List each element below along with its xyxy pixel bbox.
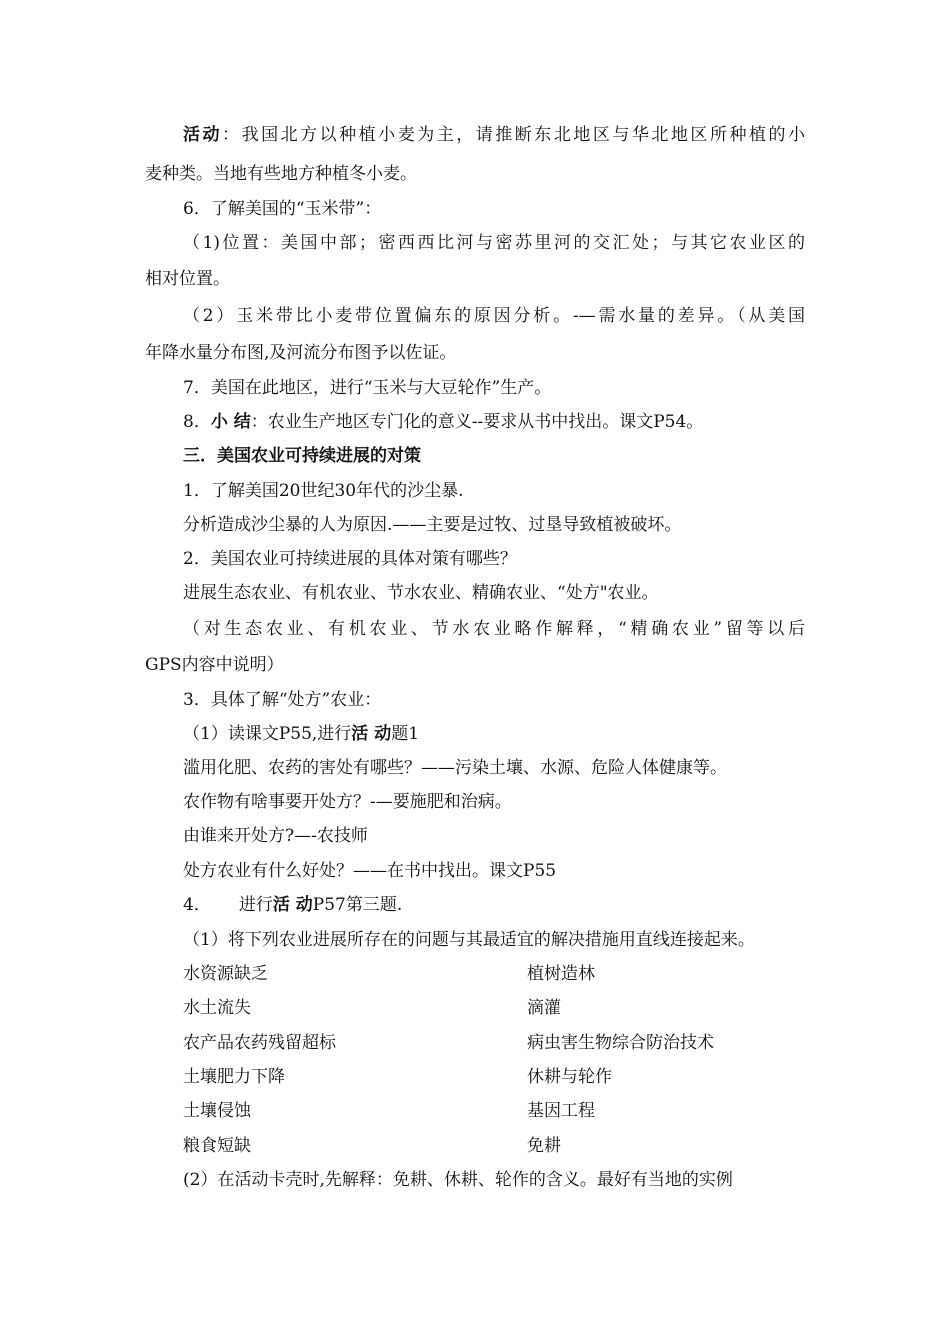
item-4 <box>183 894 402 916</box>
qa-benefit: 处方农业有什么好处？——在书中找出。课文P55 <box>183 861 557 881</box>
item-6-1-line-1: （1)位置：美国中部；密西西比河与密苏里河的交汇处；与其它农业区的 <box>183 233 805 253</box>
item-8-summary <box>183 411 703 433</box>
solution-item: 免耕 <box>527 1136 561 1156</box>
activity-text: ：我国北方以种植小麦为主，请推断东北地区与华北地区所种植的小 <box>222 125 806 145</box>
activity-label: 活动 <box>183 125 223 145</box>
read-text: （1）读课文P55,进行 <box>183 724 352 744</box>
activity-paragraph-line-2: 麦种类。当地有些地方种植冬小麦。 <box>145 164 417 184</box>
dust-storm-cause: 分析造成沙尘暴的人为原因.——主要是过牧、过垦导致植被破坏。 <box>183 515 682 535</box>
question-number: 题1 <box>391 724 420 744</box>
summary-text: ：农业生产地区专门化的意义--要求从书中找出。课文P54。 <box>250 412 704 432</box>
problem-item: 土壤肥力下降 <box>183 1067 285 1087</box>
item-4-activity-label: 活 动 <box>272 895 313 915</box>
qa-who: 由谁来开处方?—-农技师 <box>183 826 368 846</box>
agriculture-types: 进展生态农业、有机农业、节水农业、精确农业、“处方"农业。 <box>183 583 659 603</box>
item-3-1: 1．了解美国20世纪30年代的沙尘暴. <box>183 481 464 501</box>
matching-instruction: （1）将下列农业进展所存在的问题与其最适宜的解决措施用直线连接起来。 <box>183 930 755 950</box>
solution-item: 休耕与轮作 <box>527 1067 612 1087</box>
item-4-2: (2）在活动卡壳时,先解释：免耕、休耕、轮作的含义。最好有当地的实例 <box>183 1170 733 1190</box>
explanation-line-2: GPS内容中说明） <box>145 655 284 675</box>
solution-item: 病虫害生物综合防治技术 <box>527 1033 714 1053</box>
item-6-2-line-2: 年降水量分布图,及河流分布图予以佐证。 <box>145 343 457 363</box>
solution-item: 滴灌 <box>527 998 561 1018</box>
problem-item: 土壤侵蚀 <box>183 1101 251 1121</box>
item-4-number: 4． <box>183 895 211 915</box>
activity-paragraph-line-1 <box>183 124 805 146</box>
solution-item: 植树造林 <box>527 964 595 984</box>
explanation-line-1: （对生态农业、有机农业、节水农业略作解释，“精确农业”留等以后 <box>183 619 805 639</box>
solution-item: 基因工程 <box>527 1101 595 1121</box>
activity-bold-label: 活 动 <box>351 724 392 744</box>
item-4-pre: 进行 <box>238 895 273 915</box>
item-6-heading: 6．了解美国的“玉米带”： <box>183 199 382 219</box>
item-3-3-1 <box>183 723 419 745</box>
item-6-2-line-1: （2）玉米带比小麦带位置偏东的原因分析。-—需水量的差异。（从美国 <box>183 306 805 326</box>
problem-item: 水资源缺乏 <box>183 964 268 984</box>
problem-item: 农产品农药残留超标 <box>183 1033 336 1053</box>
problem-item: 粮食短缺 <box>183 1136 251 1156</box>
problem-item: 水土流失 <box>183 998 251 1018</box>
item-7: 7．美国在此地区，进行“玉米与大豆轮作”生产。 <box>183 378 552 398</box>
item-8-number: 8． <box>183 412 211 432</box>
qa-harm: 滥用化肥、农药的害处有哪些？——污染土壤、水源、危险人体健康等。 <box>183 758 727 778</box>
item-3-3: 3．具体了解“处方”农业： <box>183 690 382 710</box>
item-4-rest: P57第三题. <box>312 895 403 915</box>
item-6-1-line-2: 相对位置。 <box>145 269 230 289</box>
summary-label: 小 结 <box>210 412 251 432</box>
item-3-2: 2．美国农业可持续进展的具体对策有哪些？ <box>183 549 517 569</box>
section-3-heading: 三．美国农业可持续进展的对策 <box>183 446 421 466</box>
qa-why-prescription: 农作物有啥事要开处方？-—要施肥和治病。 <box>183 792 512 812</box>
